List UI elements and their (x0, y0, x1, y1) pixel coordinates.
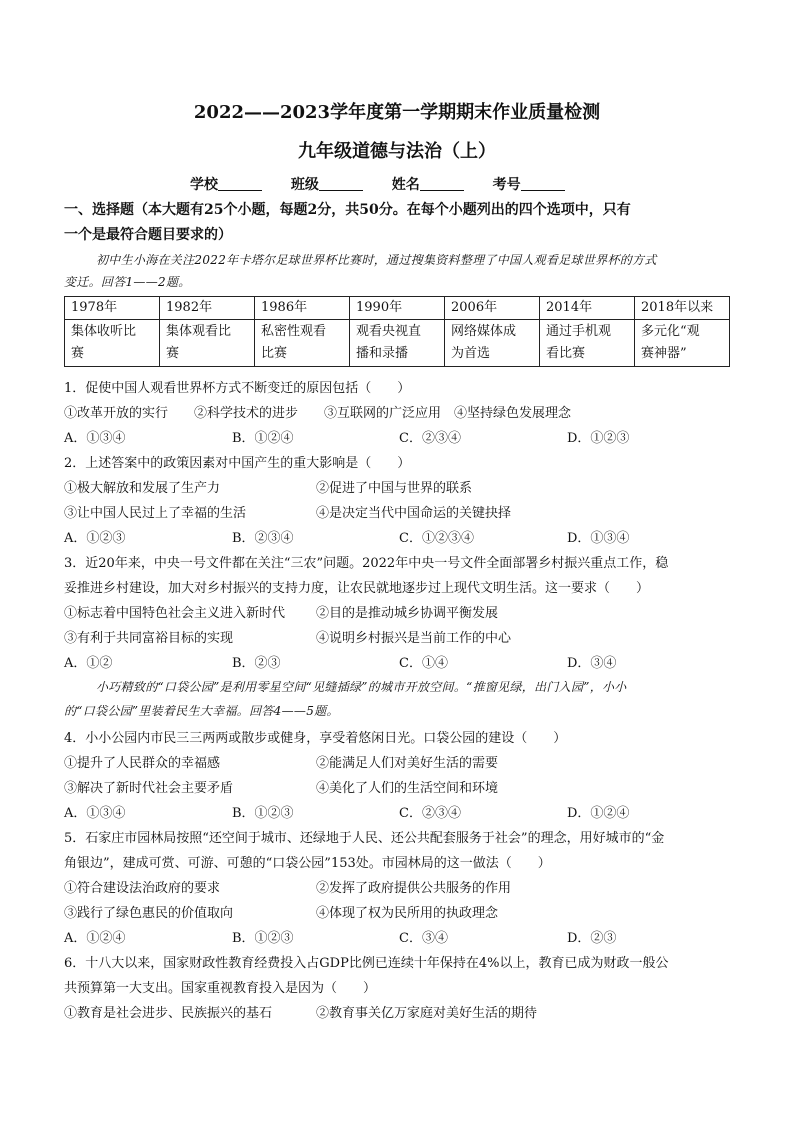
question-4-option-a: A．①③④ (64, 806, 126, 821)
way-cell: 多元化“观 赛神器” (635, 320, 730, 367)
question-4-statement-2: ②能满足人们对美好生活的需要 (316, 756, 499, 771)
question-3-statement-2: ②目的是推动城乡协调平衡发展 (316, 606, 499, 621)
question-5-stem-cont: 角银边”，建成可赏、可游、可憩的“口袋公园”153处。市园林局的这一做法（ ） (64, 856, 551, 871)
question-1-option-d: D．①②③ (567, 431, 630, 446)
question-4-statement-1: ①提升了人民群众的幸福感 (64, 756, 221, 771)
year-cell: 2006年 (445, 297, 540, 320)
way-cell: 集体观看比 赛 (160, 320, 255, 367)
question-5-option-b: B．①②③ (232, 931, 294, 946)
question-4-statement-3: ③解决了新时代社会主要矛盾 (64, 781, 234, 796)
table-row-ways (65, 320, 730, 367)
year-cell: 2014年 (540, 297, 635, 320)
question-3-option-d: D．③④ (567, 656, 617, 671)
year-cell: 2018年以来 (635, 297, 730, 320)
field-name: 姓名 (392, 174, 464, 194)
question-3-option-b: B．②③ (232, 656, 281, 671)
viewing-timeline-table (64, 296, 730, 367)
question-3-statement-4: ④说明乡村振兴是当前工作的中心 (316, 631, 512, 646)
question-2-statement-1: ①极大解放和发展了生产力 (64, 481, 221, 496)
question-5-statement-3: ③践行了绿色惠民的价值取向 (64, 906, 234, 921)
question-2-statement-4: ④是决定当代中国命运的关键抉择 (316, 506, 512, 521)
way-cell: 通过手机观 看比赛 (540, 320, 635, 367)
material-2-intro-cont: 的“口袋公园”里装着民生大幸福。回答4——5题。 (64, 704, 339, 718)
student-info-fields (190, 174, 589, 194)
year-cell: 1990年 (350, 297, 445, 320)
question-5-statement-2: ②发挥了政府提供公共服务的作用 (316, 881, 512, 896)
question-2-option-a: A．①②③ (64, 531, 126, 546)
section-heading: 一、选择题（本大题有25个小题，每题2分，共50分。在每个小题列出的四个选项中，只有 (64, 202, 631, 218)
way-cell: 集体收听比 赛 (65, 320, 160, 367)
name-blank (420, 176, 464, 191)
question-2-statement-3: ③让中国人民过上了幸福的生活 (64, 506, 247, 521)
question-5-stem: 5．石家庄市园林局按照“还空间于城市、还绿地于人民、还公共配套服务于社会”的理念，用好城市的“金 (64, 831, 665, 846)
question-1-stem: 1．促使中国人观看世界杯方式不断变迁的原因包括（ ） (64, 381, 411, 396)
year-cell: 1978年 (65, 297, 160, 320)
question-5-statement-4: ④体现了权为民所用的执政理念 (316, 906, 499, 921)
question-6-statement-1: ①教育是社会进步、民族振兴的基石 (64, 1006, 273, 1021)
question-6-stem: 6．十八大以来，国家财政性教育经费投入占GDP比例已连续十年保持在4%以上，教育已成为财政一般公 (64, 956, 669, 971)
question-6-statement-2: ②教育事关亿万家庭对美好生活的期待 (316, 1006, 538, 1021)
question-5-option-a: A．①②④ (64, 931, 126, 946)
question-2-option-b: B．②③④ (232, 531, 294, 546)
question-1-option-b: B．①②④ (232, 431, 294, 446)
question-1-option-a: A．①③④ (64, 431, 126, 446)
table-row-years (65, 297, 730, 320)
question-4-option-c: C．②③④ (399, 806, 461, 821)
exam-subtitle: 九年级道德与法治（上） (298, 141, 496, 162)
question-1-statements: ①改革开放的实行 ②科学技术的进步 ③互联网的广泛应用 ④坚持绿色发展理念 (64, 406, 572, 421)
material-intro: 初中生小海在关注2022年卡塔尔足球世界杯比赛时，通过搜集资料整理了中国人观看足球世界杯的方式 (96, 253, 657, 267)
material-intro-cont: 变迁。回答1——2题。 (64, 275, 191, 289)
question-5-option-d: D．②③ (567, 931, 617, 946)
question-4-stem: 4．小小公园内市民三三两两或散步或健身，享受着悠闲日光。口袋公园的建设（ ） (64, 731, 567, 746)
field-school: 学校 (190, 174, 262, 194)
question-5-option-c: C．③④ (399, 931, 448, 946)
way-cell: 网络媒体成 为首选 (445, 320, 540, 367)
school-blank (218, 176, 262, 191)
question-3-stem: 3．近20年来，中央一号文件都在关注“三农”问题。2022年中央一号文件全面部署乡村振兴重点工作，稳 (64, 556, 669, 571)
question-6-stem-cont: 共预算第一大支出。国家重视教育投入是因为（ ） (64, 981, 377, 996)
question-3-option-a: A．①② (64, 656, 113, 671)
section-heading-cont: 一个是最符合题目要求的） (64, 227, 232, 243)
question-3-statement-3: ③有利于共同富裕目标的实现 (64, 631, 234, 646)
exam-title: 2022——2023学年度第一学期期末作业质量检测 (193, 102, 601, 123)
year-cell: 1982年 (160, 297, 255, 320)
way-cell: 私密性观看 比赛 (255, 320, 350, 367)
question-4-option-d: D．①②④ (567, 806, 630, 821)
exam-number-blank (521, 176, 565, 191)
material-2-intro: 小巧精致的“口袋公园”是利用零星空间“见缝插绿”的城市开放空间。“推窗见绿，出门入园”，小小 (96, 680, 627, 694)
question-2-option-c: C．①②③④ (399, 531, 474, 546)
question-4-statement-4: ④美化了人们的生活空间和环境 (316, 781, 499, 796)
question-5-statement-1: ①符合建设法治政府的要求 (64, 881, 221, 896)
question-3-statement-1: ①标志着中国特色社会主义进入新时代 (64, 606, 286, 621)
year-cell: 1986年 (255, 297, 350, 320)
field-exam-number: 考号 (493, 174, 565, 194)
question-2-stem: 2．上述答案中的政策因素对中国产生的重大影响是（ ） (64, 456, 411, 471)
class-blank (319, 176, 363, 191)
question-3-stem-cont: 妥推进乡村建设，加大对乡村振兴的支持力度，让农民就地逐步过上现代文明生活。这一要求（ ） (64, 581, 650, 596)
way-cell: 观看央视直 播和录播 (350, 320, 445, 367)
question-2-statement-2: ②促进了中国与世界的联系 (316, 481, 473, 496)
question-1-option-c: C．②③④ (399, 431, 461, 446)
question-4-option-b: B．①②③ (232, 806, 294, 821)
question-3-option-c: C．①④ (399, 656, 448, 671)
question-2-option-d: D．①③④ (567, 531, 630, 546)
field-class: 班级 (291, 174, 363, 194)
